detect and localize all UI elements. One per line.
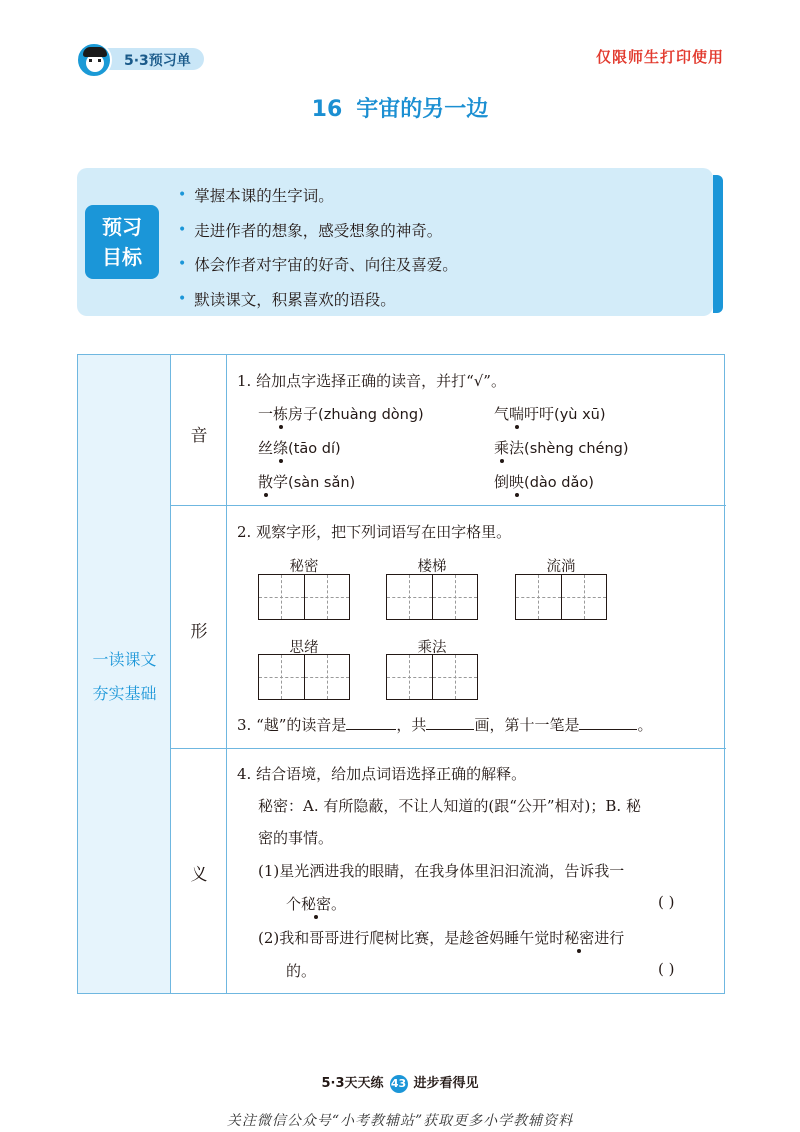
bullet-icon: • [178,221,187,238]
q4-sub1-line1: (1)星光洒进我的眼睛，在我身体里汩汩流淌，告诉我一 [258,862,625,880]
lesson-number: 16 [311,97,343,122]
pinyin-item: 乘法(shèng chéng) [494,439,629,457]
grid-word-label: 乘法 [417,640,447,656]
emphasized-word: 秘密 [301,895,332,913]
tianzige-grid[interactable] [258,654,350,700]
answer-parentheses[interactable]: ( ) [658,960,675,978]
grid-word-label: 思绪 [289,640,319,656]
answer-blank[interactable] [346,716,396,730]
emphasized-char: 散 [258,473,274,491]
q4-sub2-line2: 的。 [286,962,317,980]
restricted-note: 仅限师生打印使用 [595,48,724,66]
pinyin-item: 丝绦(tāo dí) [258,439,341,457]
category-column [171,355,227,993]
exercise-table [77,354,725,994]
pinyin-item: 散学(sàn sǎn) [258,473,356,491]
q3-line: 3. “越”的读音是 ，共 画，第十一笔是 。 [237,716,653,734]
preview-goals-label [85,205,159,279]
grid-word-label: 流淌 [546,559,576,575]
q2-instruction: 2. 观察字形，把下列词语写在田字格里。 [237,523,512,541]
tianzige-grid[interactable] [258,574,350,620]
emphasized-char: 栋 [273,405,289,423]
section-column [78,355,171,993]
definition-line: 秘密：A. 有所隐蔽，不让人知道的(跟“公开”相对)；B. 秘 [258,797,641,815]
pinyin-item: 倒映(dào dǎo) [494,473,594,491]
goal-item: • 体会作者对宇宙的好奇、向往及喜爱。 [178,256,458,275]
emphasized-char: 绦 [273,439,289,457]
q4-sub1-line2: 个秘密。 [286,895,347,913]
watermark-text: 关注微信公众号“小考教辅站”获取更多小学教辅资料 [226,1113,574,1129]
category-sound: 音 [190,426,208,446]
series-label: 5·3预习单 [124,53,191,69]
answer-parentheses[interactable]: ( ) [658,893,675,911]
bullet-icon: • [178,187,187,204]
category-shape: 形 [190,622,208,642]
goal-item: • 走进作者的想象，感受想象的神奇。 [178,221,443,240]
tianzige-grid[interactable] [515,574,607,620]
emphasized-char: 喘 [509,405,525,423]
tianzige-grid[interactable] [386,654,478,700]
tianzige-grid[interactable] [386,574,478,620]
section-label-line1: 一读课文 [92,650,157,669]
emphasized-char: 乘 [494,439,510,457]
grid-word-label: 秘密 [289,559,319,575]
section-label-line2: 夯实基础 [92,684,157,703]
category-meaning: 义 [190,865,208,885]
definition-line: 密的事情。 [258,829,334,847]
q4-sub2-line1: (2)我和哥哥进行爬树比赛，是趁爸妈睡午觉时秘密进行 [258,929,625,947]
q1-instruction: 1. 给加点字选择正确的读音，并打“√”。 [237,372,506,390]
footer-left: 5·3天天练 [321,1076,384,1091]
emphasized-char: 映 [509,473,525,491]
lesson-title-text: 宇宙的另一边 [356,97,489,122]
preview-goals-list [178,178,458,316]
pinyin-item: 气喘吁吁(yù xū) [494,405,606,423]
preview-box-edge [713,175,723,313]
footer-right: 进步看得见 [413,1076,479,1091]
series-badge [76,42,204,72]
preview-label-line2: 目标 [102,245,142,269]
page-number: 43 [390,1075,408,1093]
bullet-icon: • [178,256,187,273]
grid-word-label: 楼梯 [417,559,447,575]
emphasized-word: 秘密 [564,929,595,947]
mascot-boy-icon [76,42,112,78]
row-divider [171,505,726,506]
row-divider [171,748,726,749]
page-footer [0,1072,800,1093]
preview-label-line1: 预习 [102,215,142,239]
goal-item: • 掌握本课的生字词。 [178,187,334,206]
q4-instruction: 4. 结合语境，给加点词语选择正确的解释。 [237,765,527,783]
lesson-title [0,92,800,123]
bullet-icon: • [178,290,187,307]
pinyin-item: 一栋房子(zhuàng dòng) [258,405,424,423]
goal-item: • 默读课文，积累喜欢的语段。 [178,290,396,309]
answer-blank[interactable] [426,716,474,730]
answer-blank[interactable] [579,716,637,730]
